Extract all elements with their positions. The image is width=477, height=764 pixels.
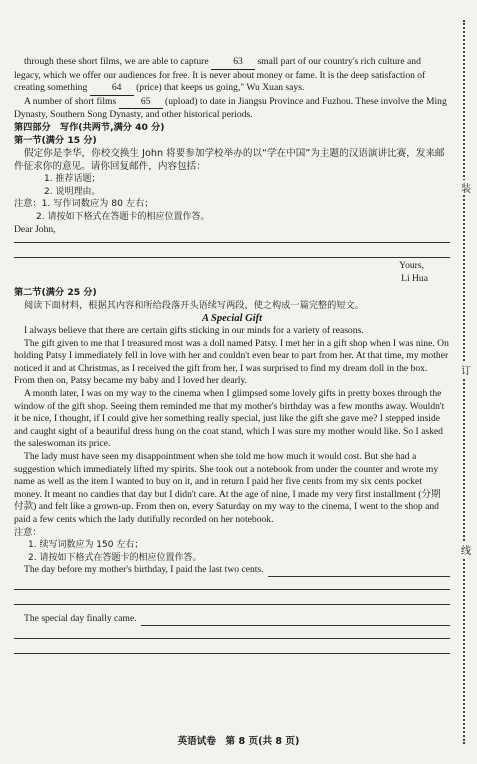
section1-notes [14,198,450,211]
email-closing: Yours, [399,260,424,272]
continuation-opener-2: The special day finally came. [24,612,137,624]
section1-heading: 第一节(满分 15 分) [14,134,97,146]
passage-paragraph-2 [14,96,450,122]
answer-line[interactable] [14,257,450,258]
section2-prompt: 阅读下面材料，根据其内容和所给段落开头语续写两段，使之构成一篇完整的短文。 [24,299,364,311]
section2-note-label: 注意： [14,526,42,538]
answer-line[interactable] [14,589,450,590]
section1-note-2: 2. 请按如下格式在答题卡的相应位置作答。 [36,211,210,222]
page-footer: 英语试卷 第 8 页(共 8 页) [177,736,300,747]
answer-line[interactable] [268,566,450,577]
email-signature: Li Hua [401,272,428,284]
blank-63[interactable]: 63 [211,56,255,70]
passage-text: (upload) to date in Jiangsu Province and Fuzhou. These involve the Ming Dynasty, Southern Song Dynasty, and other historical periods. [14,95,447,121]
section1-prompt: 假定你是李华，你校交换生 John 将要参加学校举办的以“学在中国”为主题的汉语演讲比赛，发来邮件征求你的意见。请你回复邮件，内容包括： [14,148,445,173]
story-paragraph-3: A month later, I was on my way to the cinema when I glimpsed some lovely gifts in pretty boxes through the window of the gift shop. Seeing them reminded me that my mother's birthday was a few months away. Wouldn't it be nice, I thought, if I could give her something really special, just like the gift she gave me? I stepped inside and caught sight of a beautiful dress hung on the coat stand, which I was sure my mother would like. So I asked the saleswoman its price. [14,388,445,450]
email-greeting: Dear John, [14,223,56,235]
passage-text: A number of short films [24,95,117,107]
answer-line[interactable] [141,615,450,626]
story-paragraph-2: The gift given to me that I treasured most was a doll named Patsy. I met her in a gift shop when I was nine. On holding Patsy I immediately fell in love with her and couldn't even bear to part from her. At that time, my mother noticed it and at Christmas, as I received the gift from her, I was surprised to find my dream doll in the box. From then on, Patsy became my baby and I loved her dearly. [14,337,449,387]
passage-paragraph-1 [14,56,450,96]
passage-text: (price) that keeps us going," Wu Xuan says. [136,82,305,94]
section2-heading: 第二节(满分 25 分) [14,287,97,299]
continuation-opener-1: The day before my mother's birthday, I paid the last two cents. [24,564,264,576]
binding-label-ding: 订 [457,362,475,377]
section1-item-1: 1. 推荐话题； [44,174,101,185]
passage-text: small part of our country's rich culture and legacy, which we offer our audiences for free. It is never about money or fame. It is the deep satisfaction of creating something [14,56,426,94]
answer-line[interactable] [14,604,450,605]
binding-label-xian: 线 [457,542,475,557]
binding-line [463,20,465,744]
passage-text: through these short films, we are able to capture [24,56,209,67]
section2-note-2: 2. 请按如下格式在答题卡的相应位置作答。 [28,552,202,563]
part4-heading: 第四部分 写作(共两节,满分 40 分) [14,121,165,133]
section2-note-1: 1. 续写词数应为 150 左右； [28,540,144,551]
story-title: A Special Gift [201,312,263,324]
section1-item-2: 2. 说明理由。 [44,186,101,197]
continuation-opener-2-row [14,613,450,626]
story-paragraph-1: I always believe that there are certain gifts sticking in our minds for a variety of reasons. [24,325,364,337]
binding-label-zhuang: 装 [457,180,475,195]
answer-line[interactable] [14,242,450,243]
note-label: 注意： [14,198,42,210]
continuation-opener-1-row [14,564,450,577]
blank-65[interactable]: 65 [119,96,163,110]
section1-note-1: 1. 写作词数应为 80 左右； [41,198,154,210]
blank-64[interactable]: 64 [90,82,134,96]
answer-line[interactable] [14,653,450,654]
story-paragraph-4: The lady must have seen my disappointment when she told me how much it would cost. But she had a suggestion which immediately lifted my spirits. She took out a notebook from under the counter and wrote my name as well as the item I wanted to buy on it, and in return I paid her five cents from my six cents pocket money. It meant no candies that day but I didn't care. At the age of nine, I made my very first installment (分期付款) and felt like a grown-up. From then on, every Saturday on my way to the cinema, I went to the shop and paid a few cents which the lady dutifully recorded on her notebook. [14,451,441,525]
answer-line[interactable] [14,638,450,639]
page-content [14,56,450,654]
